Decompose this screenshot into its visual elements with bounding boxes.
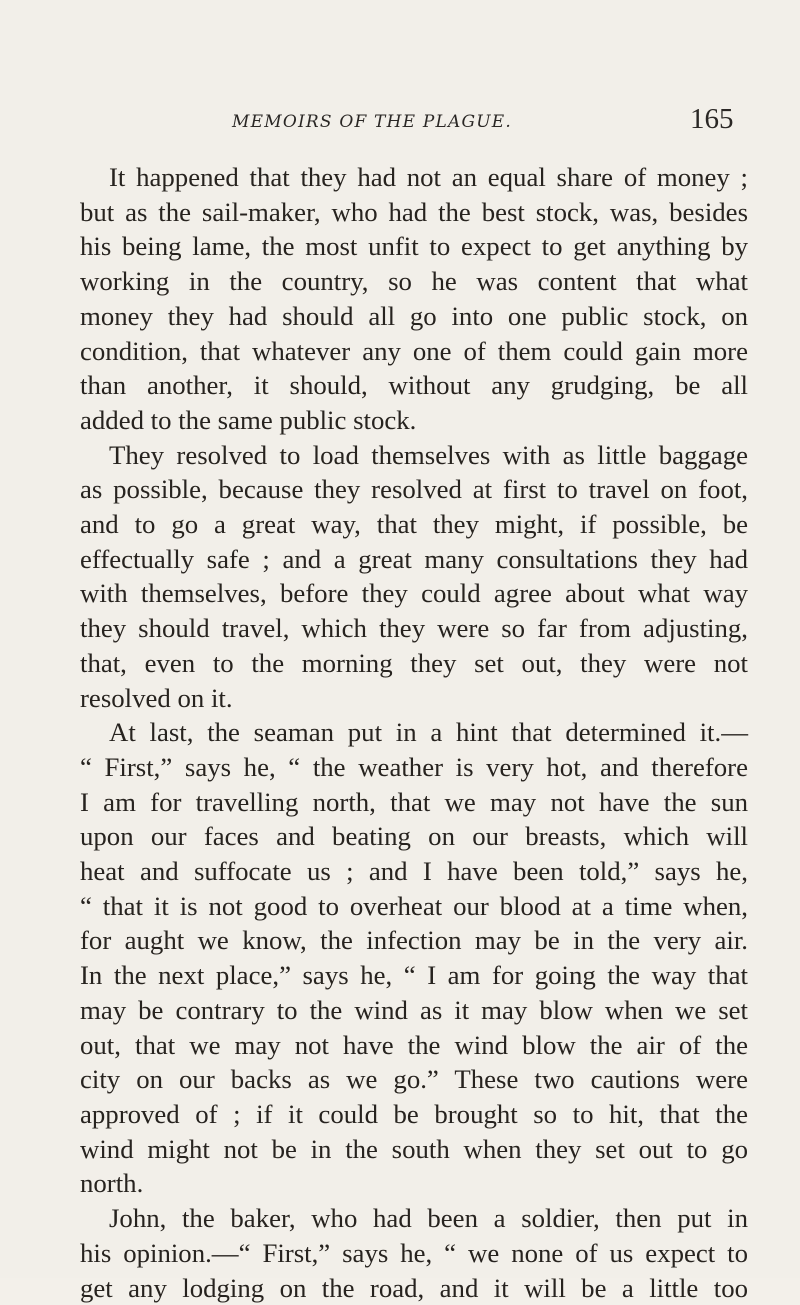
text-line: out, that we may not have the wind blow the air of the bbox=[80, 1028, 748, 1063]
text-line: At last, the seaman put in a hint that determined it.— bbox=[80, 715, 748, 750]
text-line: north. bbox=[80, 1166, 748, 1201]
running-title: MEMOIRS OF THE PLAGUE. bbox=[232, 112, 566, 132]
text-line: get any lodging on the road, and it will be a little too bbox=[80, 1271, 748, 1305]
text-line: They resolved to load themselves with as little baggage bbox=[80, 438, 748, 473]
page-number: 165 bbox=[690, 103, 734, 136]
text-line: working in the country, so he was content that what bbox=[80, 264, 748, 299]
text-line: they should travel, which they were so far from adjusting, bbox=[80, 611, 748, 646]
text-line: “ that it is not good to overheat our blood at a time when, bbox=[80, 889, 748, 924]
text-line: but as the sail-maker, who had the best stock, was, besides bbox=[80, 195, 748, 230]
text-line: John, the baker, who had been a soldier, then put in bbox=[80, 1201, 748, 1236]
text-line: “ First,” says he, “ the weather is very hot, and therefore bbox=[80, 750, 748, 785]
text-line: upon our faces and beating on our breasts, which will bbox=[80, 819, 748, 854]
text-line: money they had should all go into one public stock, on bbox=[80, 299, 748, 334]
text-line: added to the same public stock. bbox=[80, 403, 748, 438]
text-line: I am for travelling north, that we may not have the sun bbox=[80, 785, 748, 820]
text-line: In the next place,” says he, “ I am for going the way that bbox=[80, 958, 748, 993]
text-line: effectually safe ; and a great many consultations they had bbox=[80, 542, 748, 577]
text-line: approved of ; if it could be brought so to hit, that the bbox=[80, 1097, 748, 1132]
text-line: and to go a great way, that they might, if possible, be bbox=[80, 507, 748, 542]
text-line: that, even to the morning they set out, they were not bbox=[80, 646, 748, 681]
text-line: his being lame, the most unfit to expect to get anything by bbox=[80, 229, 748, 264]
text-line: with themselves, before they could agree about what way bbox=[80, 576, 748, 611]
text-line: for aught we know, the infection may be in the very air. bbox=[80, 923, 748, 958]
text-line: heat and suffocate us ; and I have been told,” says he, bbox=[80, 854, 748, 889]
text-line: may be contrary to the wind as it may blow when we set bbox=[80, 993, 748, 1028]
body-text bbox=[80, 160, 748, 1305]
text-line: wind might not be in the south when they set out to go bbox=[80, 1132, 748, 1167]
text-line: his opinion.—“ First,” says he, “ we none of us expect to bbox=[80, 1236, 748, 1271]
text-line: It happened that they had not an equal share of money ; bbox=[80, 160, 748, 195]
text-line: resolved on it. bbox=[80, 681, 748, 716]
text-line: condition, that whatever any one of them could gain more bbox=[80, 334, 748, 369]
text-line: as possible, because they resolved at first to travel on foot, bbox=[80, 472, 748, 507]
text-line: than another, it should, without any grudging, be all bbox=[80, 368, 748, 403]
text-line: city on our backs as we go.” These two cautions were bbox=[80, 1062, 748, 1097]
